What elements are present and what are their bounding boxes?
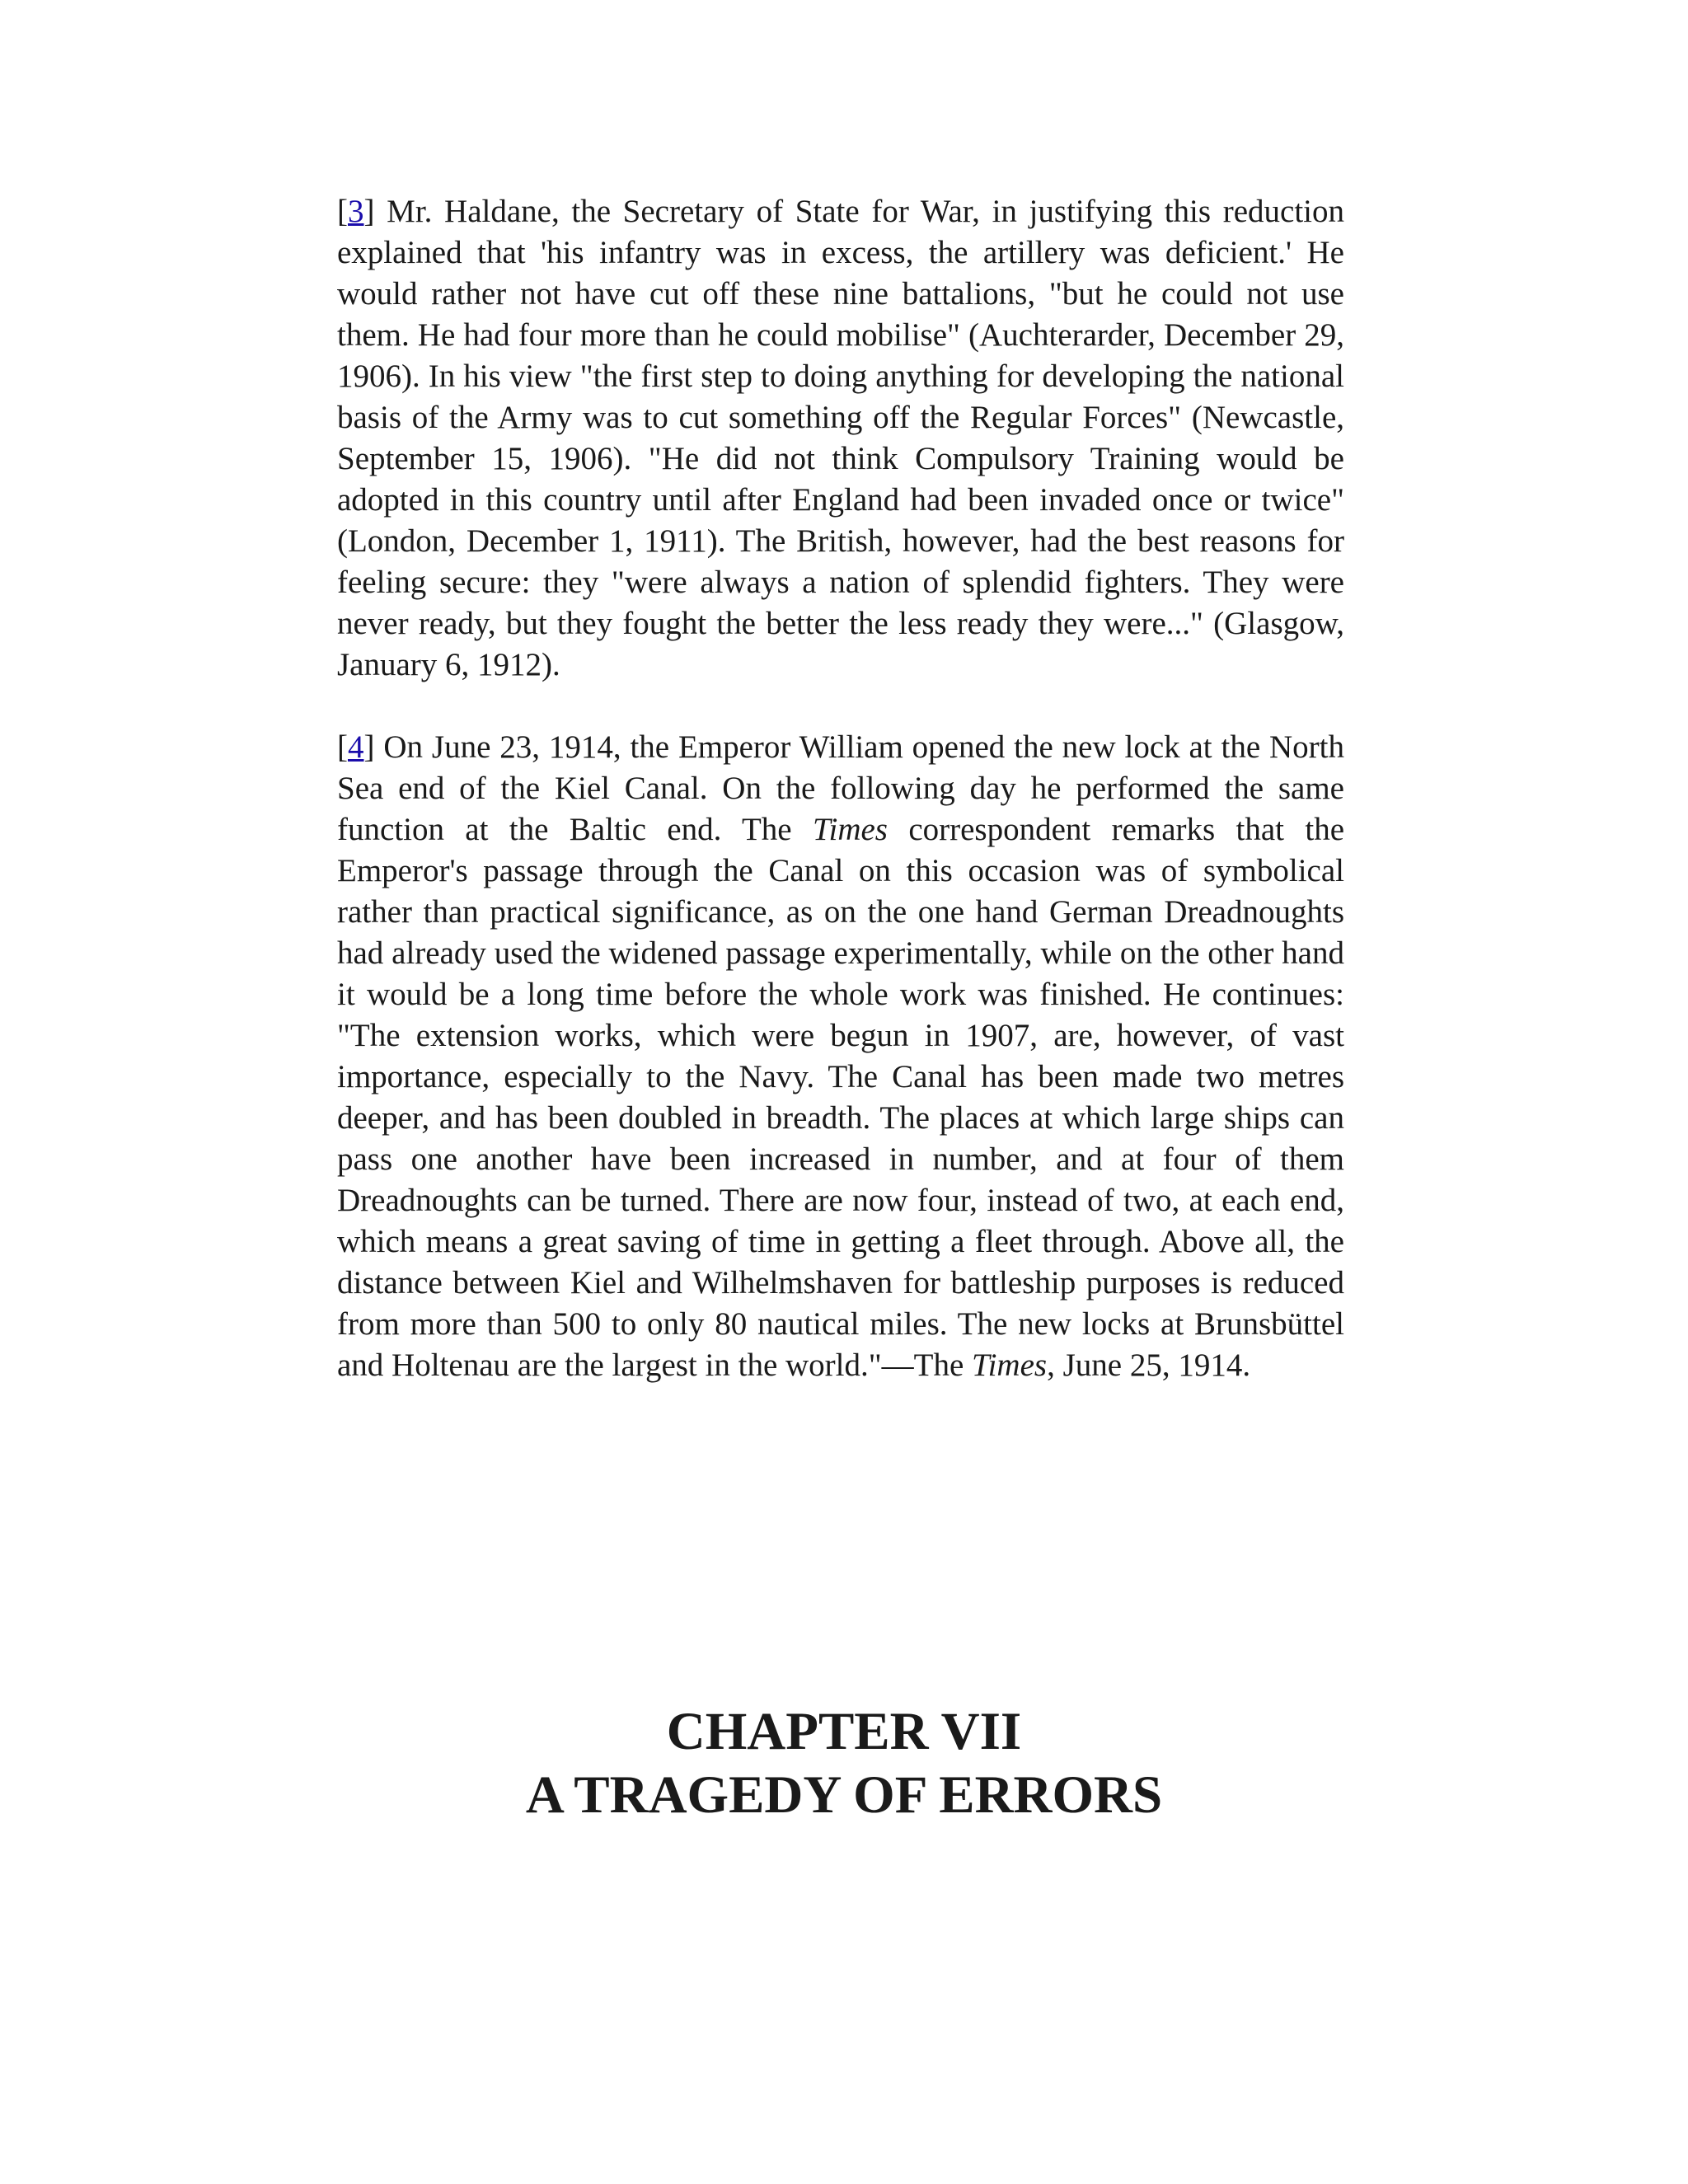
footnote-4-times-italic-1: Times — [812, 812, 888, 847]
footnotes-section — [337, 191, 1344, 1386]
footnote-3-backlink[interactable]: 3 — [348, 194, 364, 229]
footnote-4-text-4: , June 25, 1914. — [1047, 1347, 1251, 1383]
chapter-number: CHAPTER VII — [666, 1702, 1022, 1761]
chapter-heading — [0, 1700, 1688, 1827]
footnote-4-text-2: correspondent remarks that the Emperor's passage through the Canal on this occasion was of symbolical rather than practical significance, as on the one hand German Dreadnoughts had already used the widened passage experimentally, while on the other hand it would be a long time before the whole work was finished. He continues: "The extension works, which were begun in 1907, are, however, of vast importance, especially to the Navy. The Canal has been made two metres deeper, and has been doubled in breadth. The places at which large ships can pass one another have been increased in number, and at four of them Dreadnoughts can be turned. There are now four, instead of two, at each end, which means a great saving of time in getting a fleet through. Above all, the distance between Kiel and Wilhelmshaven for battleship purposes is reduced from more than 500 to only 80 nautical miles. The new locks at Brunsbüttel and Holtenau are the largest in the world."—The — [337, 812, 1345, 1383]
footnote-4-times-italic-2: Times — [972, 1347, 1048, 1383]
footnote-4-backlink[interactable]: 4 — [348, 729, 364, 765]
footnote-4-text-0: On June 23, 1914, the Emperor William opened the new lock at the North Sea end of the Kiel Canal. On the following day he performed the same function at the Baltic end. The — [337, 729, 1344, 847]
chapter-title: A TRAGEDY OF ERRORS — [525, 1765, 1163, 1825]
footnote-4: [4] On June 23, 1914, the Emperor William opened the new lock at the North Sea end of the Kiel Canal. On the following day he performed the same function at the Baltic end. The Times correspondent remarks that the Emperor's passage through the Canal on this occasion was of symbolical rather than practical significance, as on the one hand German Dreadnoughts had already used the widened passage experimentally, while on the other hand it would be a long time before the whole work was finished. He continues: "The extension works, which were begun in 1907, are, however, of vast importance, especially to the Navy. The Canal has been made two metres deeper, and has been doubled in breadth. The places at which large ships can pass one another have been increased in number, and at four of them Dreadnoughts can be turned. There are now four, instead of two, at each end, which means a great saving of time in getting a fleet through. Above all, the distance between Kiel and Wilhelmshaven for battleship purposes is reduced from more than 500 to only 80 nautical miles. The new locks at Brunsbüttel and Holtenau are the largest in the world."—The Times, June 25, 1914. — [337, 729, 1345, 1383]
footnote-3-text-0: Mr. Haldane, the Secretary of State for War, in justifying this reduction explained that 'his infantry was in excess, the artillery was deficient.' He would rather not have cut off these nine battalions, "but he could not use them. He had four more than he could mobilise" (Auchterarder, December 29, 1906). In his view "the first step to doing anything for developing the national basis of the Army was to cut something off the Regular Forces" (Newcastle, September 15, 1906). "He did not think Compulsory Training would be adopted in this country until after England had been invaded once or twice" (London, December 1, 1911). The British, however, had the best reasons for feeling secure: they "were always a nation of splendid fighters. They were never ready, but they fought the better the less ready they were..." (Glasgow, January 6, 1912). — [337, 194, 1344, 682]
footnote-3: [3] Mr. Haldane, the Secretary of State for War, in justifying this reduction explained that 'his infantry was in excess, the artillery was deficient.' He would rather not have cut off these nine battalions, "but he could not use them. He had four more than he could mobilise" (Auchterarder, December 29, 1906). In his view "the first step to doing anything for developing the national basis of the Army was to cut something off the Regular Forces" (Newcastle, September 15, 1906). "He did not think Compulsory Training would be adopted in this country until after England had been invaded once or twice" (London, December 1, 1911). The British, however, had the best reasons for feeling secure: they "were always a nation of splendid fighters. They were never ready, but they fought the better the less ready they were..." (Glasgow, January 6, 1912). — [337, 194, 1344, 682]
